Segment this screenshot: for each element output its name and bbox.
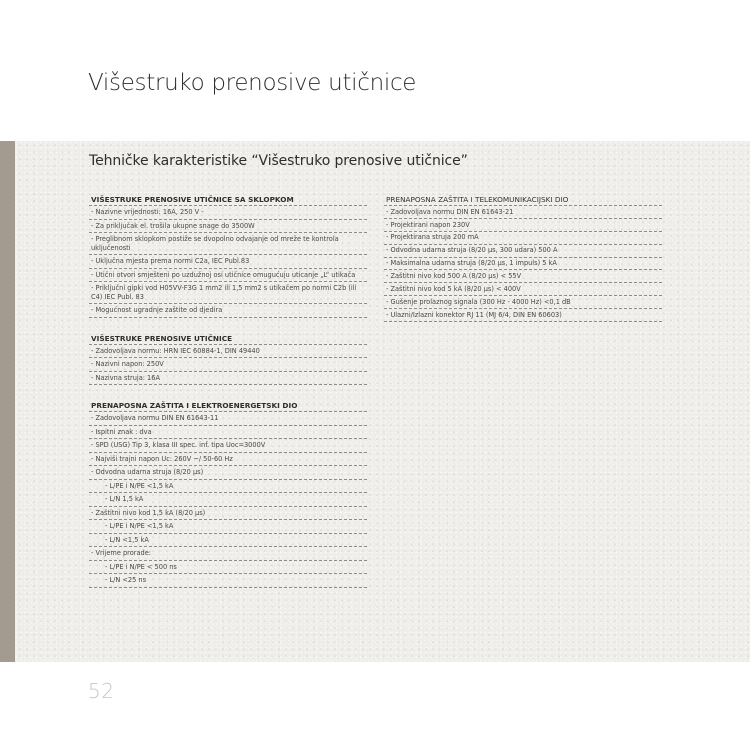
spec-item: - Zaštitni nivo kod 500 A (8/20 µs) < 55V bbox=[384, 270, 662, 283]
spec-section bbox=[89, 193, 367, 318]
spec-item: - Nazivna struja: 16A bbox=[89, 372, 367, 386]
spec-item: - SPD (USG) Tip 3, klasa III spec. inf. tipa Uoc=3000V bbox=[89, 439, 367, 453]
side-accent-bar bbox=[0, 141, 15, 662]
spec-section bbox=[384, 193, 662, 322]
spec-item: - Projektirana struja 200 mA bbox=[384, 232, 662, 245]
spec-subitem: - L/N 1,5 kA bbox=[89, 493, 367, 507]
spec-item: - Najviši trajni napon Uc: 260V ~/ 50-60 Hz bbox=[89, 453, 367, 467]
spec-item: - Zaštitni nivo kod 1,5 kA (8/20 µs) bbox=[89, 507, 367, 521]
spec-item: - Uključna mjesta prema normi C2a, IEC Publ.83 bbox=[89, 255, 367, 269]
spec-item: - Nazivne vrijednosti: 16A, 250 V - bbox=[89, 206, 367, 220]
spec-item: - Zaštitni nivo kod 5 kA (8/20 µs) < 400V bbox=[384, 283, 662, 296]
spec-section bbox=[89, 332, 367, 386]
panel-title: Tehničke karakteristike “Višestruko prenosive utičnice” bbox=[89, 153, 468, 169]
section-heading: PRENAPOSNA ZAŠTITA I TELEKOMUNIKACIJSKI DIO bbox=[384, 193, 662, 206]
spec-subitem: - L/PE i N/PE < 500 ns bbox=[89, 561, 367, 575]
spec-item: - Gušenje prolaznog signala (300 Hz - 4000 Hz) <0,1 dB bbox=[384, 296, 662, 309]
page-title: Višestruko prenosive utičnice bbox=[88, 70, 417, 96]
spec-subitem: - L/N <25 ns bbox=[89, 574, 367, 588]
spec-item: - Utični otvori smješteni po uzdužnoj osi utičnice omugućuju uticanje „L“ utikača bbox=[89, 269, 367, 283]
page-number: 52 bbox=[88, 679, 115, 703]
right-spec-column bbox=[384, 193, 662, 336]
spec-item: - Preglibnom sklopkom postiže se dvopolno odvajanje od mreže te kontrola uključenosti bbox=[89, 233, 367, 255]
spec-item: - Zadovoljava normu DIN EN 61643-11 bbox=[89, 412, 367, 426]
spec-item: - Projektirani napon 230V bbox=[384, 219, 662, 232]
spec-item: - Mogućnost ugradnje zaštite od djedira bbox=[89, 304, 367, 318]
spec-subitem: - L/PE i N/PE <1,5 kA bbox=[89, 480, 367, 494]
spec-item: - Zadovoljava normu: HRN IEC 60884-1, DIN 49440 bbox=[89, 345, 367, 359]
spec-item: - Odvodna udarna struja (8/20 µs) bbox=[89, 466, 367, 480]
section-heading: VIŠESTRUKE PRENOSIVE UTIČNICE SA SKLOPKOM bbox=[89, 193, 367, 206]
spec-subitem: - L/N <1,5 kA bbox=[89, 534, 367, 548]
section-heading: VIŠESTRUKE PRENOSIVE UTIČNICE bbox=[89, 332, 367, 345]
section-heading: PRENAPOSNA ZAŠTITA I ELEKTROENERGETSKI DIO bbox=[89, 399, 367, 412]
spec-subitem: - L/PE i N/PE <1,5 kA bbox=[89, 520, 367, 534]
spec-item: - Ulazni/Izlazni konektor RJ 11 (MJ 6/4, DIN EN 60603) bbox=[384, 309, 662, 322]
left-spec-column bbox=[89, 193, 367, 602]
spec-item: - Nazivni napon: 250V bbox=[89, 358, 367, 372]
spec-section bbox=[89, 399, 367, 588]
spec-item: - Zadovoljava normu DIN EN 61643-21 bbox=[384, 206, 662, 219]
spec-item: - Za priključak el. trošila ukupne snage do 3500W bbox=[89, 220, 367, 234]
spec-item: - Ispitni znak : dva bbox=[89, 426, 367, 440]
spec-item: - Vrijeme prorade: bbox=[89, 547, 367, 561]
spec-item: - Odvodna udarna struja (8/20 µs, 300 udara) 500 A bbox=[384, 245, 662, 258]
spec-item: - Maksimalna udarna struja (8/20 µs, 1 impuls) 5 kA bbox=[384, 258, 662, 271]
spec-item: - Priključni gipki vod H05VV-F3G 1 mm2 ili 1,5 mm2 s utikačem po normi C2b (ili C4) IEC Publ. 83 bbox=[89, 282, 367, 304]
